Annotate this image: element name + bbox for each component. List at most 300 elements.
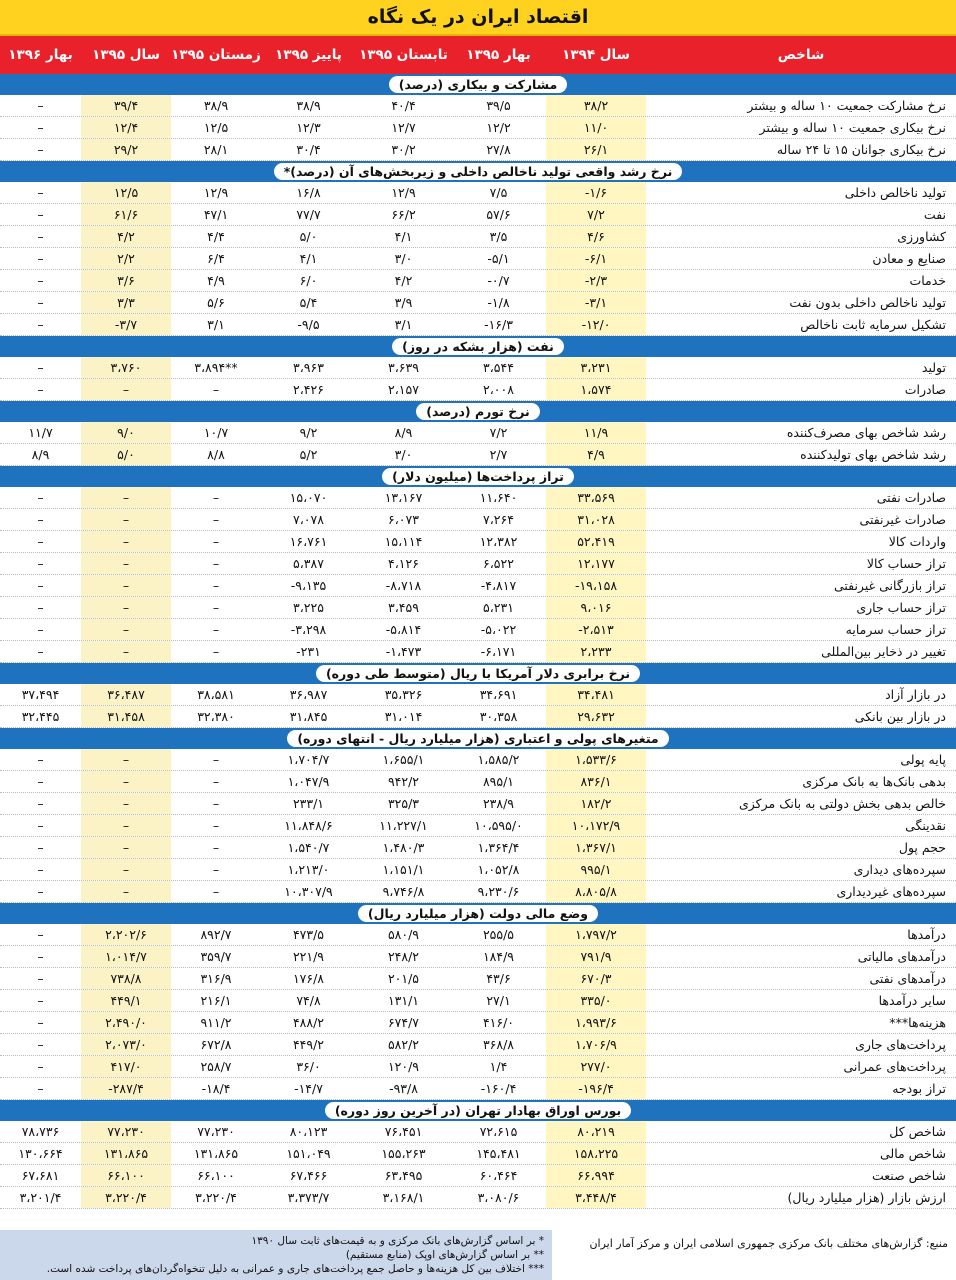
table-row — [0, 139, 956, 161]
table-cell: ۴۳/۶ — [486, 971, 511, 986]
table-cell: ۷/۲ — [546, 204, 646, 225]
table-cell: ۳۶،۹۸۷ — [289, 687, 328, 702]
table-cell: – — [37, 273, 44, 288]
table-cell: ۱/۴ — [489, 1059, 508, 1074]
table-cell: ۲۳۸/۹ — [482, 796, 515, 811]
table-row — [0, 422, 956, 444]
table-cell: ۱،۳۶۴/۴ — [477, 840, 520, 855]
table-cell: – — [212, 818, 220, 833]
table-cell: – — [81, 487, 171, 508]
section-title: نرخ رشد واقعی تولید ناخالص داخلی و زیربخش‌های آن (درصد)* — [274, 163, 683, 180]
table-cell: ۴/۲ — [81, 226, 171, 247]
table-cell: ۹۱۱/۲ — [200, 1015, 232, 1030]
source-note: منبع: گزارش‌های مختلف بانک مرکزی جمهوری اسلامی ایران و مرکز آمار ایران — [589, 1237, 948, 1250]
table-cell: – — [37, 295, 44, 310]
table-cell: -۰/۷ — [487, 273, 510, 288]
table-row — [0, 487, 956, 509]
table-cell: -۱/۶ — [546, 182, 646, 203]
footnote: * بر اساس گزارش‌های بانک مرکزی و به قیمت‌های ثابت سال ۱۳۹۰ — [251, 1235, 544, 1247]
table-row — [0, 1165, 956, 1187]
row-label: تراز حساب جاری — [856, 600, 946, 615]
table-cell: – — [81, 619, 171, 640]
table-cell: ۴۱۶/۰ — [482, 1015, 515, 1030]
table-cell: – — [212, 512, 220, 527]
table-cell: ۳۵،۳۲۶ — [384, 687, 423, 702]
table-cell: ۱،۵۸۵/۲ — [477, 752, 520, 767]
row-label: ارزش بازار (هزار میلیارد ریال) — [787, 1190, 946, 1205]
table-cell: ۳۳،۵۶۹ — [546, 487, 646, 508]
table-cell: ۴/۲ — [394, 273, 413, 288]
table-cell: ۱۰،۵۹۵/۰ — [474, 818, 523, 833]
footer — [0, 1230, 956, 1280]
table-cell: ۲۲۱/۹ — [292, 949, 325, 964]
table-cell: ۶،۰۷۳ — [388, 512, 419, 527]
table-row — [0, 292, 956, 314]
table-cell: ۳،۳۷۳/۷ — [287, 1190, 330, 1205]
table-cell: ۳،۹۶۳ — [293, 360, 324, 375]
row-label: شاخص صنعت — [872, 1168, 946, 1183]
table-cell: – — [37, 1037, 44, 1052]
table-cell: ۲،۴۲۶ — [293, 382, 324, 397]
table-cell: – — [212, 556, 220, 571]
table-cell: – — [81, 771, 171, 792]
table-cell: ۱،۵۴۰/۷ — [287, 840, 330, 855]
table-cell: -۱/۸ — [487, 295, 510, 310]
table-row — [0, 553, 956, 575]
table-cell: ۳۱۶/۹ — [200, 971, 232, 986]
table-cell: ۶۶،۱۰۰ — [81, 1165, 171, 1186]
table-cell: ۶۷۰/۳ — [546, 968, 646, 989]
table-cell: ۳۶،۴۸۷ — [81, 684, 171, 705]
column-header-row — [0, 36, 956, 74]
table-row — [0, 1078, 956, 1100]
row-label: درآمدهای مالیاتی — [857, 949, 946, 964]
table-cell: – — [212, 490, 220, 505]
table-cell: -۱۶/۳ — [484, 317, 513, 332]
section-header — [0, 1100, 956, 1121]
table-cell: ۱۲/۴ — [81, 117, 171, 138]
table-cell: ۵/۰ — [81, 444, 171, 465]
table-cell: ۲،۲۰۲/۶ — [81, 924, 171, 945]
table-cell: ۶/۴ — [207, 251, 225, 266]
table-cell: – — [37, 317, 44, 332]
table-cell: ۱،۲۱۳/۰ — [287, 862, 330, 877]
table-cell: ۱،۰۴۷/۹ — [287, 774, 330, 789]
table-row — [0, 597, 956, 619]
table-cell: ۶۷،۴۶۶ — [289, 1168, 328, 1183]
table-cell: – — [81, 793, 171, 814]
table-cell: -۱،۴۷۳ — [385, 644, 422, 659]
table-row — [0, 684, 956, 706]
table-cell: ۹۴۲/۲ — [387, 774, 420, 789]
row-label: واردات کالا — [888, 534, 946, 549]
table-cell: -۱۹۶/۴ — [546, 1078, 646, 1099]
table-row — [0, 575, 956, 597]
section-header — [0, 663, 956, 684]
table-row — [0, 837, 956, 859]
table-cell: ۱،۰۵۲/۸ — [477, 862, 520, 877]
table-cell: ۵/۲ — [299, 447, 318, 462]
section-title: بورس اوراق بهادار تهران (در آخرین روز دوره) — [325, 1102, 631, 1119]
table-cell: – — [81, 575, 171, 596]
table-cell: ۳،۶۳۹ — [388, 360, 419, 375]
row-label: تغییر در ذخایر بین‌المللی — [821, 644, 946, 659]
table-cell: ۱۰،۱۷۲/۹ — [546, 815, 646, 836]
section-title: نفت (هزار بشکه در روز) — [392, 338, 564, 355]
row-label: حجم پول — [898, 840, 946, 855]
table-cell: – — [37, 382, 44, 397]
row-label: صادرات — [904, 382, 946, 397]
table-cell: ۳/۹ — [394, 295, 413, 310]
row-label: صادرات نفتی — [876, 490, 946, 505]
table-row — [0, 1012, 956, 1034]
row-label: در بازار آزاد — [885, 687, 946, 702]
table-row — [0, 641, 956, 663]
table-cell: ۷۲،۶۱۵ — [479, 1124, 518, 1139]
table-row — [0, 379, 956, 401]
table-cell: ۵۸۰/۹ — [387, 927, 420, 942]
table-cell: ۳/۱ — [207, 317, 225, 332]
table-cell: ۹،۰۱۶ — [546, 597, 646, 618]
table-cell: ۱۱/۹ — [546, 422, 646, 443]
column-header: پاییز ۱۳۹۵ — [275, 47, 342, 63]
table-cell: – — [81, 837, 171, 858]
table-cell: ۳/۰ — [394, 447, 413, 462]
table-cell: ۵/۰ — [299, 229, 318, 244]
row-label: تراز بازرگانی غیرنفتی — [833, 578, 946, 593]
table-cell: – — [81, 881, 171, 902]
table-cell: ۲،۱۵۷ — [388, 382, 419, 397]
table-cell: – — [37, 774, 44, 789]
row-label: سپرده‌های غیردیداری — [836, 884, 946, 899]
table-cell: ۲۱۶/۱ — [200, 993, 232, 1008]
table-cell: – — [212, 578, 220, 593]
row-label: سپرده‌های دیداری — [853, 862, 946, 877]
table-row — [0, 859, 956, 881]
table-cell: ۱۴۵،۴۸۱ — [476, 1146, 521, 1161]
table-cell: ۳،۲۲۵ — [293, 600, 324, 615]
table-cell: ۱۱/۷ — [28, 425, 53, 440]
table-row — [0, 226, 956, 248]
table-cell: – — [37, 1059, 44, 1074]
table-cell: ۱۸۲/۲ — [546, 793, 646, 814]
table-cell: – — [37, 752, 44, 767]
table-row — [0, 706, 956, 728]
section-header — [0, 728, 956, 749]
section-title: مشارکت و بیکاری (درصد) — [389, 76, 567, 93]
row-label: شاخص کل — [889, 1124, 946, 1139]
table-cell: ۲۴۸/۲ — [387, 949, 420, 964]
table-cell: ۱۲/۳ — [296, 120, 321, 135]
table-cell: ۸۳۶/۱ — [546, 771, 646, 792]
table-cell: -۵،۸۱۴ — [385, 622, 422, 637]
row-label: نرخ بیکاری جوانان ۱۵ تا ۲۴ ساله — [776, 142, 946, 157]
table-cell: ۴/۶ — [546, 226, 646, 247]
table-row — [0, 968, 956, 990]
table-cell: – — [37, 840, 44, 855]
table-cell: ۶۷،۶۸۱ — [21, 1168, 60, 1183]
table-cell: ۲،۴۹۰/۰ — [81, 1012, 171, 1033]
table-cell: – — [37, 142, 44, 157]
table-cell: ۱۳۱/۱ — [387, 993, 420, 1008]
table-cell: ۳۶/۰ — [296, 1059, 321, 1074]
table-cell: ۱۱،۸۴۸/۶ — [284, 818, 333, 833]
table-cell: – — [37, 534, 44, 549]
table-cell: ۷۴/۸ — [296, 993, 321, 1008]
table-cell: ۱۶/۸ — [296, 185, 321, 200]
table-cell: – — [212, 534, 220, 549]
table-cell: -۴،۸۱۷ — [480, 578, 517, 593]
table-row — [0, 619, 956, 641]
table-cell: ۲۸/۱ — [203, 142, 229, 157]
table-cell: – — [212, 622, 220, 637]
table-cell: -۶/۱ — [546, 248, 646, 269]
row-label: صنایع و معادن — [872, 251, 946, 266]
table-cell: – — [81, 815, 171, 836]
table-cell: ۴۷/۱ — [203, 207, 229, 222]
table-cell: ۵۲،۴۱۹ — [546, 531, 646, 552]
table-row — [0, 95, 956, 117]
section-header — [0, 466, 956, 487]
table-cell: ۳۱،۴۵۸ — [81, 706, 171, 727]
table-cell: ۲۹/۲ — [81, 139, 171, 160]
table-cell: – — [81, 749, 171, 770]
table-cell: ۳۱،۰۲۸ — [546, 509, 646, 530]
table-cell: ۵،۳۸۷ — [293, 556, 324, 571]
table-cell: ۸/۹ — [31, 447, 50, 462]
table-cell: ۵/۴ — [299, 295, 318, 310]
table-cell: -۳،۲۹۸ — [290, 622, 327, 637]
table-cell: ۱۲/۵ — [203, 120, 229, 135]
table-cell: ۴۱۷/۰ — [81, 1056, 171, 1077]
table-cell: ۳/۳ — [81, 292, 171, 313]
table-cell: ۱،۵۷۴ — [546, 379, 646, 400]
table-cell: – — [212, 644, 220, 659]
table-body — [0, 74, 956, 1209]
section-header — [0, 74, 956, 95]
table-cell: ۶۶،۹۹۴ — [546, 1165, 646, 1186]
table-cell: ۱۲/۹ — [203, 185, 229, 200]
table-cell: – — [37, 512, 44, 527]
table-cell: ۲،۰۷۳/۰ — [81, 1034, 171, 1055]
row-label: پرداخت‌های جاری — [855, 1037, 946, 1052]
table-cell: – — [81, 531, 171, 552]
column-header: بهار ۱۳۹۵ — [466, 47, 531, 63]
row-label: تراز بودجه — [892, 1081, 946, 1096]
table-cell: -۲۳۱ — [296, 644, 321, 659]
table-row — [0, 314, 956, 336]
table-cell: ۶۳،۴۹۵ — [384, 1168, 423, 1183]
table-cell: – — [37, 556, 44, 571]
column-header: بهار ۱۳۹۶ — [8, 47, 73, 63]
row-label: تولید — [921, 360, 946, 375]
table-cell: – — [37, 949, 44, 964]
row-label: تراز حساب سرمایه — [845, 622, 946, 637]
table-cell: – — [212, 774, 220, 789]
section-title: تراز پرداخت‌ها (میلیون دلار) — [382, 468, 574, 485]
section-header — [0, 161, 956, 182]
table-cell: – — [37, 490, 44, 505]
table-cell: ۱۳۱،۸۶۵ — [193, 1146, 239, 1161]
table-cell: -۲،۵۱۳ — [546, 619, 646, 640]
table-cell: ۳۹/۵ — [486, 98, 511, 113]
table-row — [0, 248, 956, 270]
table-row — [0, 881, 956, 903]
table-cell: ۲/۲ — [81, 248, 171, 269]
column-header: سال ۱۳۹۴ — [562, 47, 630, 63]
table-cell: – — [212, 862, 220, 877]
table-cell: – — [37, 251, 44, 266]
row-label: تشکیل سرمایه ثابت ناخالص — [800, 317, 946, 332]
section-title: نرخ برابری دلار آمریکا با ریال (متوسط طی دوره) — [316, 665, 640, 682]
table-cell: ۳۱،۸۴۵ — [289, 709, 328, 724]
table-cell: – — [212, 600, 220, 615]
table-cell: ۳،۲۲۰/۴ — [195, 1190, 237, 1205]
table-row — [0, 270, 956, 292]
row-label: کشاورزی — [897, 229, 946, 244]
table-cell: – — [37, 1081, 44, 1096]
table-cell: ۶۶،۱۰۰ — [197, 1168, 235, 1183]
table-cell: ۳۷،۴۹۴ — [21, 687, 60, 702]
table-cell: ۳،۴۵۹ — [388, 600, 419, 615]
table-cell: ۸۰،۱۲۳ — [289, 1124, 328, 1139]
section-title: وضع مالی دولت (هزار میلیارد ریال) — [358, 905, 598, 922]
table-cell: ۷/۲ — [489, 425, 508, 440]
table-cell: ۳۲۵/۳ — [387, 796, 420, 811]
table-cell: ۳،۷۶۰ — [81, 357, 171, 378]
table-cell: – — [212, 382, 220, 397]
table-cell: ۸۹۵/۱ — [482, 774, 515, 789]
table-cell: – — [37, 98, 44, 113]
row-label: هزینه‌ها*** — [889, 1015, 946, 1030]
table-cell: ۳۳۵/۰ — [546, 990, 646, 1011]
column-header: سال ۱۳۹۵ — [92, 47, 160, 63]
table-cell: – — [37, 818, 44, 833]
row-label: نفت — [923, 207, 946, 222]
row-label: نرخ مشارکت جمعیت ۱۰ ساله و بیشتر — [747, 98, 946, 113]
table-cell: -۲۸۷/۴ — [81, 1078, 171, 1099]
table-cell: ۴/۱ — [299, 251, 318, 266]
table-cell: ۷۷،۲۳۰ — [81, 1121, 171, 1142]
row-label: نقدینگی — [905, 818, 946, 833]
table-cell: ۱۲،۱۷۷ — [546, 553, 646, 574]
table-cell: ۱۰،۳۰۷/۹ — [284, 884, 333, 899]
table-cell: ۳/۵ — [489, 229, 508, 244]
table-cell: ۱۲۰/۹ — [387, 1059, 420, 1074]
table-cell: ۱۱/۰ — [546, 117, 646, 138]
row-label: درآمدها — [907, 927, 946, 942]
table-cell: ۴،۱۲۶ — [388, 556, 419, 571]
table-cell: ۳/۱ — [394, 317, 413, 332]
table-cell: ۷،۲۶۴ — [483, 512, 514, 527]
table-cell: ۳،۰۸۰/۶ — [477, 1190, 520, 1205]
table-cell: – — [37, 796, 44, 811]
table-cell: -۳/۷ — [81, 314, 171, 335]
table-cell: ۱،۷۰۴/۷ — [287, 752, 330, 767]
table-cell: ۴/۹ — [546, 444, 646, 465]
column-header: تابستان ۱۳۹۵ — [359, 47, 448, 63]
table-cell: ۶۰،۴۶۴ — [479, 1168, 518, 1183]
table-cell: ۱۲/۲ — [486, 120, 511, 135]
table-cell: – — [81, 509, 171, 530]
table-cell: ۳۱،۰۱۴ — [384, 709, 423, 724]
table-cell: ۳۰/۴ — [296, 142, 321, 157]
table-cell: -۱۲/۰ — [546, 314, 646, 335]
table-cell: ۹۹۵/۱ — [546, 859, 646, 880]
table-cell: ۱۲،۳۸۲ — [479, 534, 518, 549]
table-cell: ۳۸/۹ — [203, 98, 229, 113]
table-cell: – — [81, 379, 171, 400]
table-cell: ۱۵۱،۰۴۹ — [286, 1146, 331, 1161]
table-cell: ۵/۶ — [207, 295, 225, 310]
table-cell: ۸/۸ — [207, 447, 225, 462]
row-label: تولید ناخالص داخلی — [844, 185, 946, 200]
table-cell: ۳۴،۶۹۱ — [479, 687, 518, 702]
table-cell: ۱۳،۱۶۷ — [384, 490, 423, 505]
table-cell: ۱،۱۵۱/۱ — [382, 862, 425, 877]
table-row — [0, 924, 956, 946]
table-cell: ۱۲/۵ — [81, 182, 171, 203]
column-header: زمستان ۱۳۹۵ — [171, 47, 261, 63]
table-row — [0, 444, 956, 466]
table-cell: ۲۹،۶۳۲ — [546, 706, 646, 727]
table-row — [0, 815, 956, 837]
table-cell: ۱۵۵،۲۶۳ — [381, 1146, 426, 1161]
footnote: ** بر اساس گزارش‌های اوپک (منابع مستقیم) — [345, 1249, 544, 1261]
table-cell: ۹،۲۳۰/۶ — [477, 884, 520, 899]
table-cell: ۳،۸۹۴** — [194, 360, 238, 375]
table-cell: ۱۵۸،۲۲۵ — [546, 1143, 646, 1164]
table-row — [0, 1034, 956, 1056]
table-cell: ۱۱،۶۴۰ — [479, 490, 518, 505]
table-cell: ۳۰،۳۵۸ — [479, 709, 518, 724]
table-cell: ۱،۳۶۷/۱ — [546, 837, 646, 858]
table-cell: -۱۴/۷ — [294, 1081, 323, 1096]
table-cell: ۸،۸۰۵/۸ — [546, 881, 646, 902]
table-cell: – — [37, 600, 44, 615]
table-row — [0, 1056, 956, 1078]
table-row — [0, 946, 956, 968]
section-title: متغیرهای پولی و اعتباری (هزار میلیارد ریال - انتهای دوره) — [287, 730, 668, 747]
table-cell: ۱۸۴/۹ — [482, 949, 515, 964]
section-title: نرخ تورم (درصد) — [416, 403, 539, 420]
table-cell: ۳۵۹/۷ — [200, 949, 232, 964]
table-cell: – — [212, 796, 220, 811]
table-cell: ۲۵۸/۷ — [200, 1059, 232, 1074]
table-cell: -۱۸/۴ — [201, 1081, 231, 1096]
footnote: *** اختلاف بین کل هزینه‌ها و حاصل جمع پرداخت‌های جاری و عمرانی به دلیل تنخواه‌گردان‌های پرداخت شده است. — [46, 1263, 544, 1275]
table-row — [0, 990, 956, 1012]
table-row — [0, 749, 956, 771]
table-cell: – — [212, 884, 220, 899]
table-cell: -۵،۰۲۲ — [480, 622, 517, 637]
table-cell: ۱،۴۸۰/۳ — [382, 840, 425, 855]
table-cell: ۷،۰۷۸ — [293, 512, 324, 527]
table-cell: ۳/۶ — [81, 270, 171, 291]
table-cell: – — [37, 120, 44, 135]
table-cell: ۲۳۳/۱ — [292, 796, 325, 811]
table-cell: – — [37, 578, 44, 593]
table-cell: ۳۰/۲ — [391, 142, 416, 157]
table-row — [0, 531, 956, 553]
table-cell: ۴۰/۴ — [391, 98, 416, 113]
row-label: بدهی بانک‌ها به بانک مرکزی — [802, 774, 946, 789]
table-cell: ۲۷/۱ — [486, 993, 511, 1008]
table-cell: -۳/۱ — [546, 292, 646, 313]
table-cell: ۳،۲۰۱/۴ — [19, 1190, 62, 1205]
table-cell: ۳،۵۴۴ — [483, 360, 514, 375]
table-cell: ۳،۱۶۸/۱ — [382, 1190, 425, 1205]
